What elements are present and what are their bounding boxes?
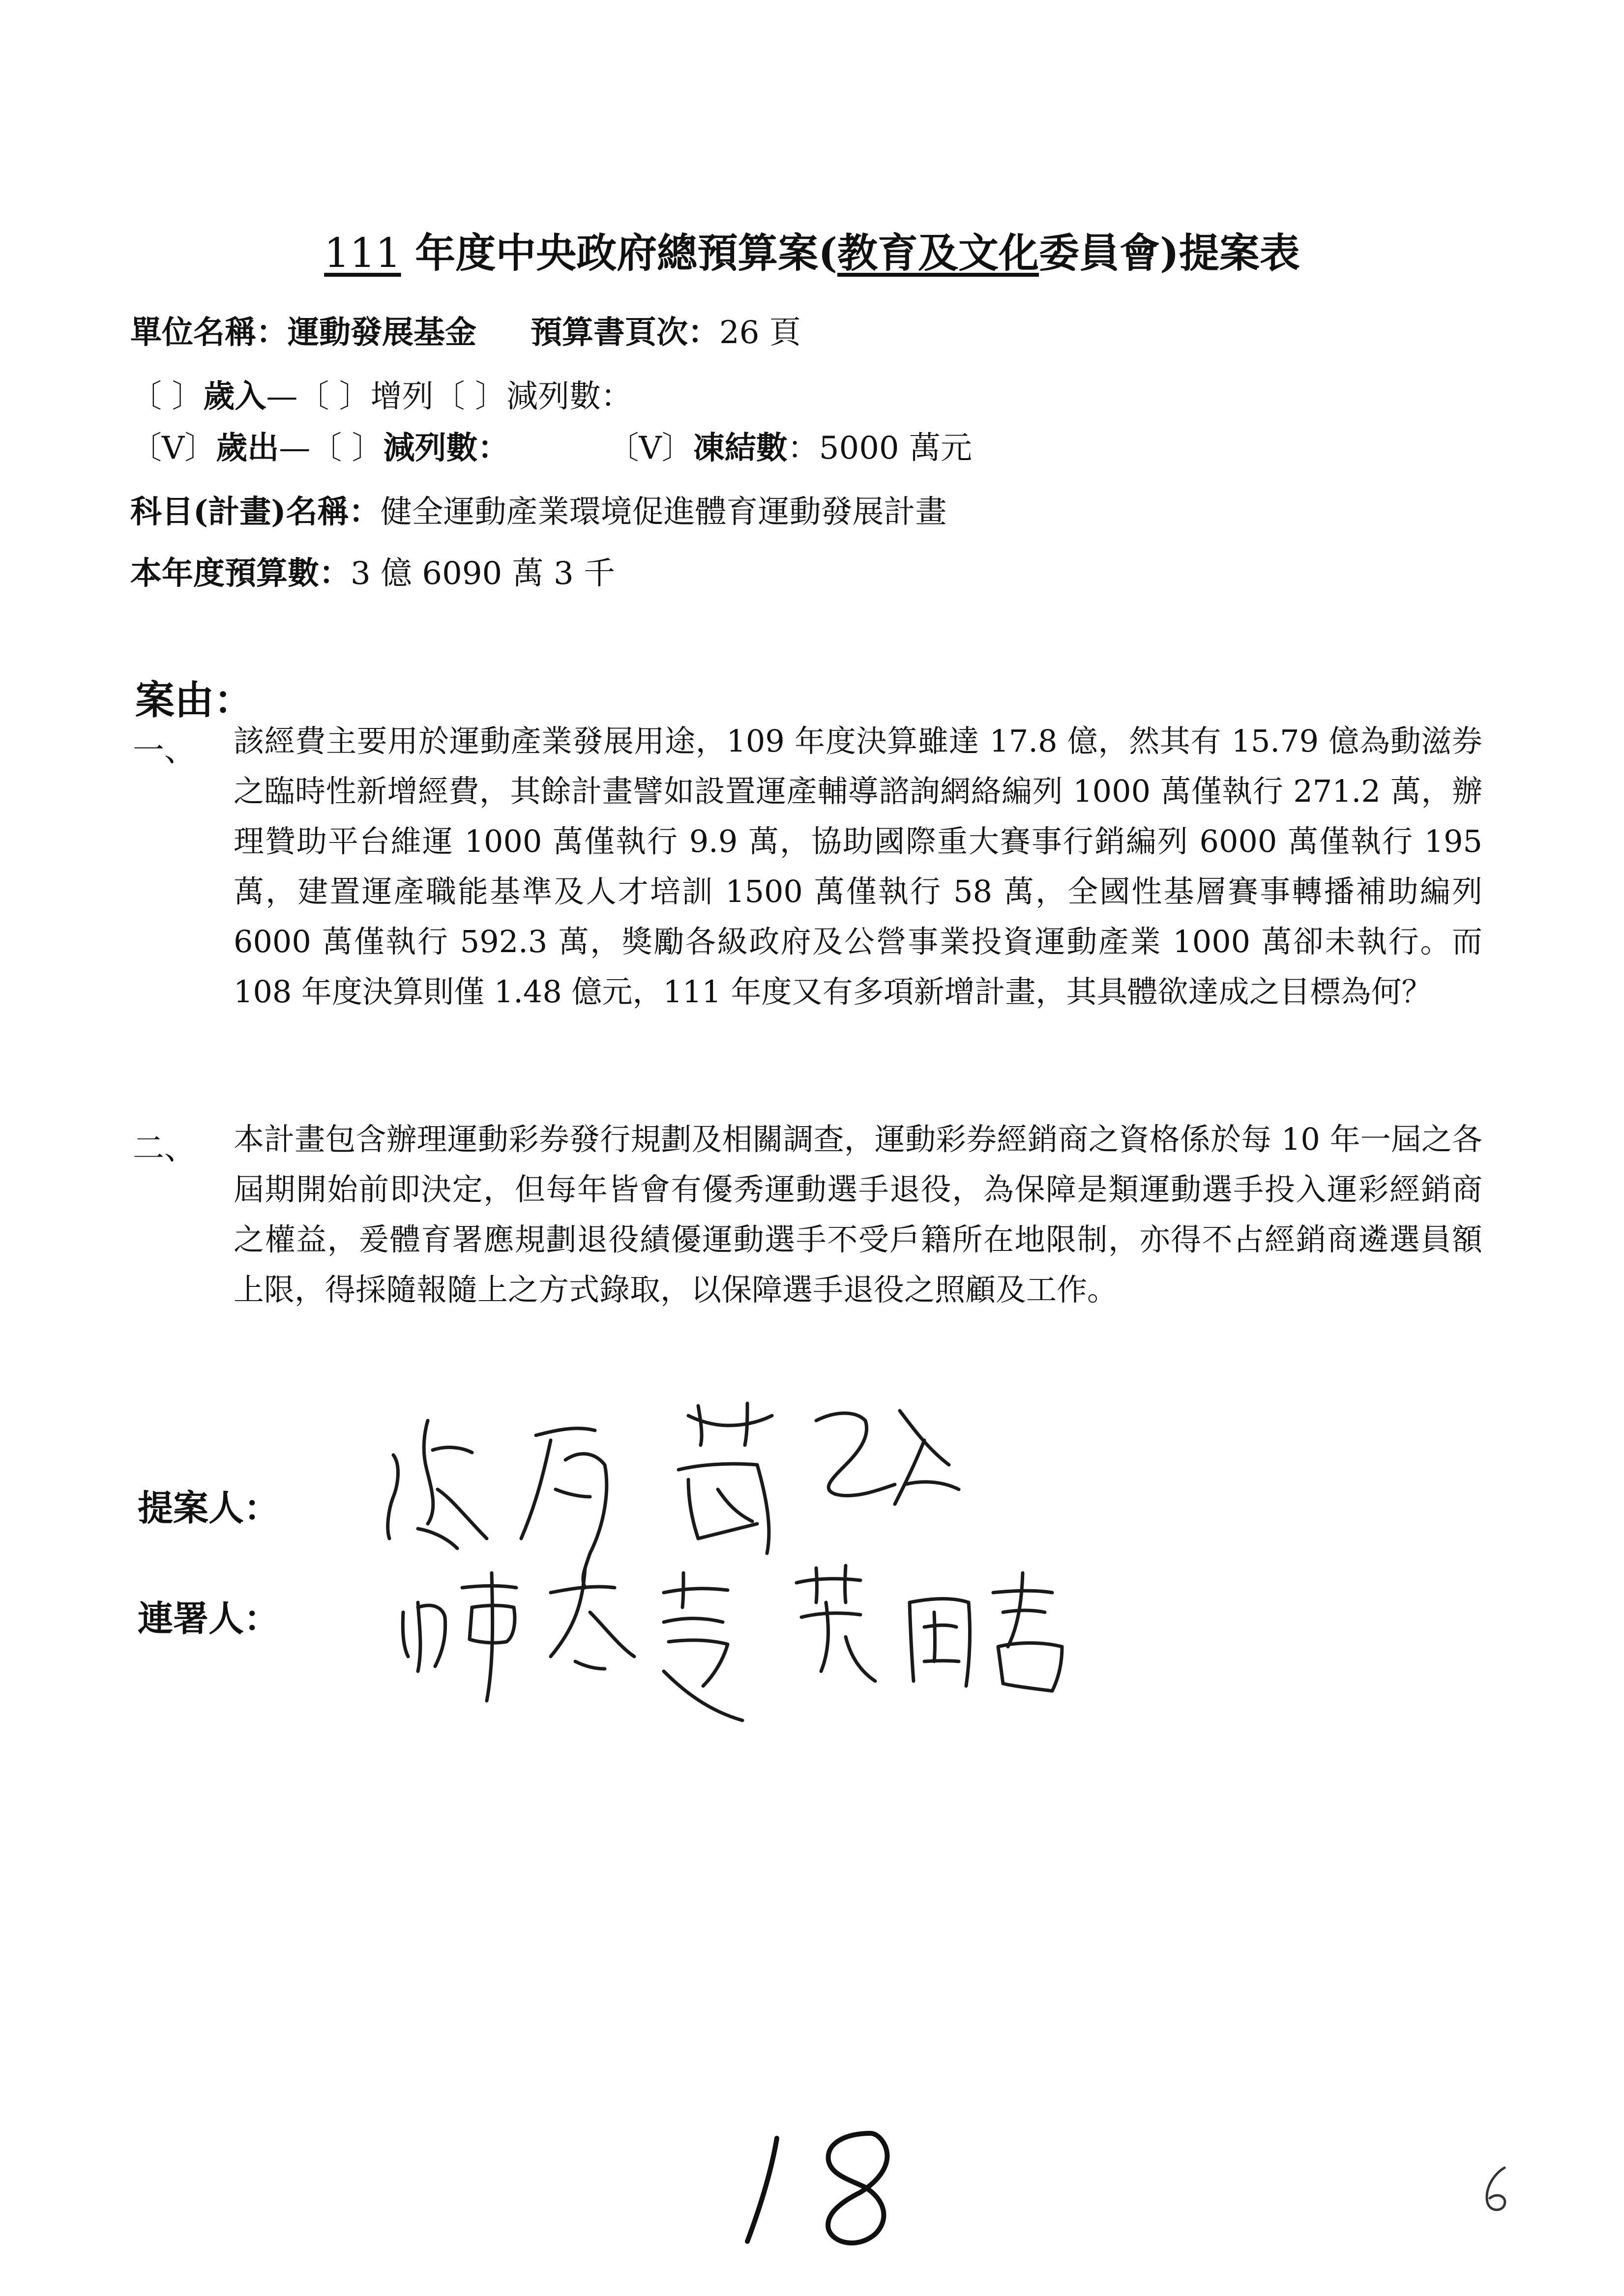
corner-mark <box>1475 2163 1519 2217</box>
document-title <box>0 221 1624 279</box>
reduce-label: 減列數： <box>383 430 509 466</box>
unit-line <box>130 314 801 351</box>
cosigner-signature-1 <box>388 1543 831 1740</box>
proposer-label: 提案人： <box>138 1487 280 1529</box>
cosigner-label: 連署人： <box>138 1598 280 1639</box>
title-committee: 教育及文化 <box>837 230 1039 277</box>
revenue-label: 歲入 <box>203 378 266 415</box>
title-part2: 委員會)提案表 <box>1039 230 1300 277</box>
budget-line <box>130 555 616 592</box>
freeze-label: 凍結數 <box>693 430 788 466</box>
budget-value: 3 億 6090 萬 3 千 <box>351 555 616 592</box>
revenue-line <box>130 378 633 415</box>
subject-line <box>130 496 947 528</box>
case-heading: 案由： <box>135 677 253 723</box>
handwritten-page-number <box>728 2119 915 2266</box>
revenue-check: 〔 〕 <box>130 378 204 415</box>
subject-value: 健全運動產業環境促進體育運動發展計畫 <box>380 494 947 530</box>
expense-dash: —〔 〕 <box>279 430 384 466</box>
expense-line <box>130 430 972 466</box>
expense-label: 歲出 <box>216 430 279 466</box>
subject-label: 科目(計畫)名稱： <box>130 494 381 530</box>
freeze-value: ：5000 萬元 <box>787 430 972 466</box>
unit-label: 單位名稱： <box>130 314 288 351</box>
title-year: 111 <box>324 230 401 277</box>
freeze-check: 〔V〕 <box>607 430 693 466</box>
cosigner-signature-2 <box>787 1563 1131 1711</box>
budget-label: 本年度預算數： <box>130 555 351 592</box>
expense-check: 〔V〕 <box>130 430 216 466</box>
page-label: 預算書頁次： <box>531 314 719 351</box>
case-item-text: 該經費主要用於運動產業發展用途，109 年度決算雖達 17.8 億，然其有 15.79 億為動滋券之臨時性新增經費，其餘計畫譬如設置運產輔導諮詢網絡編列 1000 萬僅執行 271.2 萬，辦理贊助平台維運 1000 萬僅執行 9.9 萬，協助國際重大賽事行銷編列 6000 萬僅執行 195 萬，建置運產職能基準及人才培訓 1500 萬僅執行 58 萬，全國性基層賽事轉播補助編列 6000 萬僅執行 592.3 萬，獎勵各級政府及公營事業投資運動產業 1000 萬卻未執行。而 108 年度決算則僅 1.48 億元，111 年度又有多項新增計畫，其具體欲達成之目標為何？ <box>234 723 1482 1010</box>
case-item-number: 一、 <box>133 732 196 769</box>
title-part1: 年度中央政府總預算案( <box>401 230 838 277</box>
page-value: 26 頁 <box>719 315 801 351</box>
case-item-text: 本計畫包含辦理運動彩券發行規劃及相關調查，運動彩券經銷商之資格係於每 10 年一屆之各屆期開始前即決定，但每年皆會有優秀運動選手退役，為保障是類運動選手投入運彩經銷商之權益，爰體育署應規劃退役績優運動選手不受戶籍所在地限制，亦得不占經銷商遴選員額上限，得採隨報隨上之方式錄取，以保障選手退役之照顧及工作。 <box>234 1121 1482 1308</box>
revenue-rest: —〔 〕增列〔 〕減列數： <box>266 378 633 415</box>
unit-value: 運動發展基金 <box>288 314 476 351</box>
case-item-number: 二、 <box>133 1131 196 1167</box>
